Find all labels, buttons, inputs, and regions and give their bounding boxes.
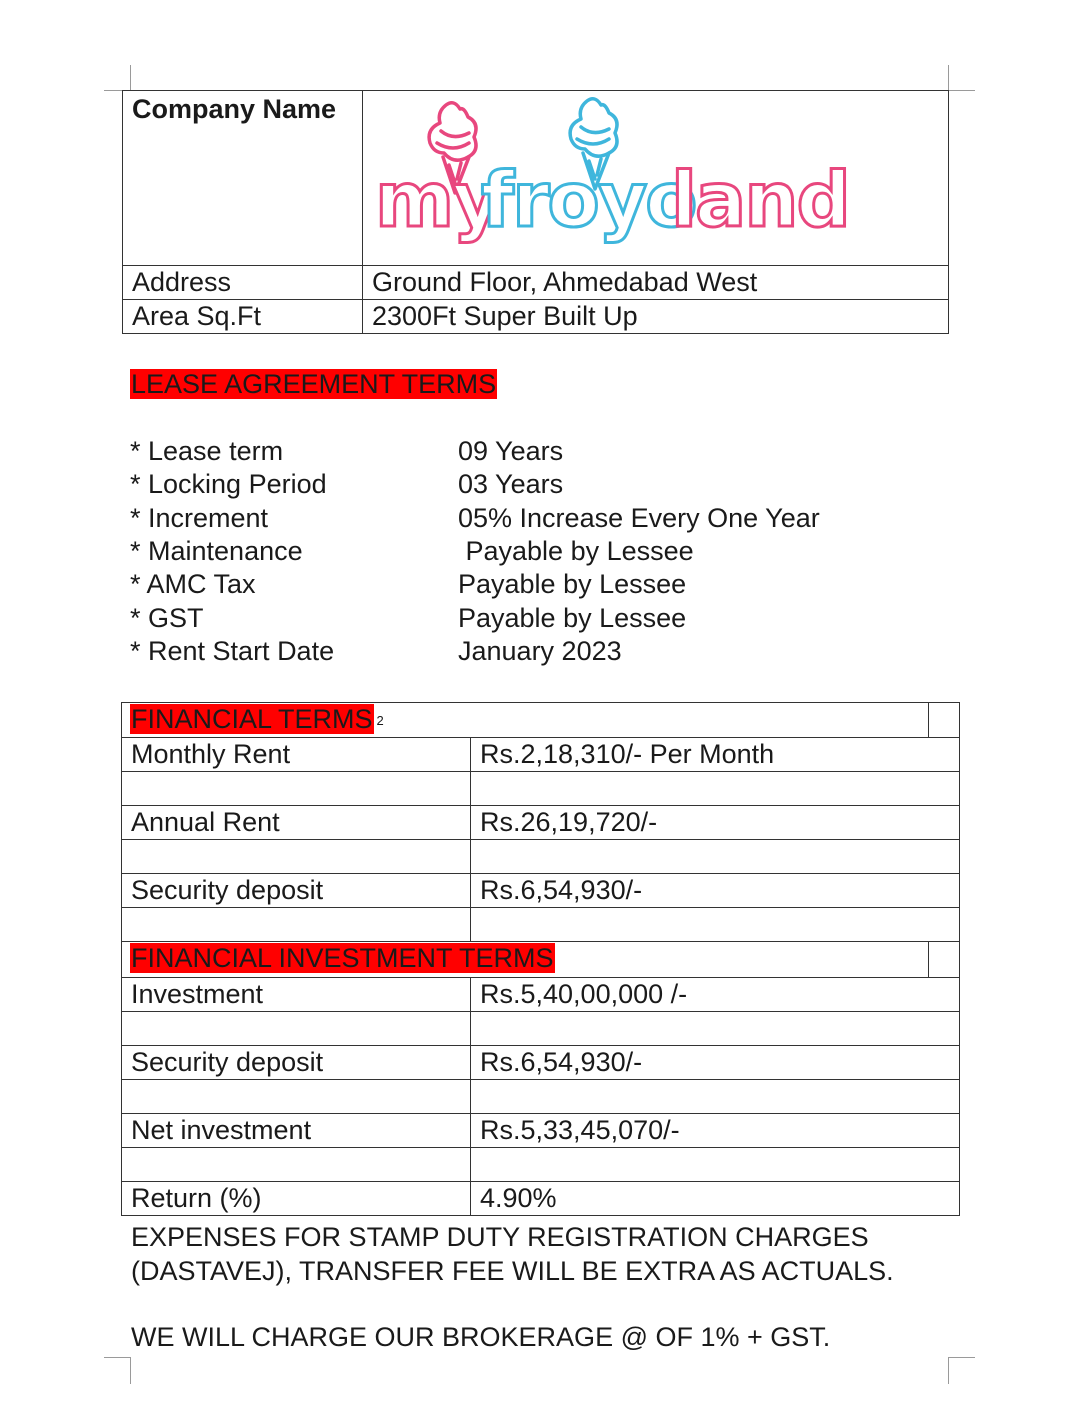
increment-label: * Increment: [130, 503, 269, 533]
increment-value: 05% Increase Every One Year: [458, 503, 820, 533]
amc-tax-value: Payable by Lessee: [458, 569, 687, 599]
spacer-cell: [471, 1147, 960, 1181]
maintenance-label: * Maintenance: [130, 536, 303, 566]
investment-heading: FINANCIAL INVESTMENT TERMS: [131, 942, 554, 973]
locking-period-value: 03 Years: [458, 469, 564, 499]
spacer-cell: [471, 839, 960, 873]
investment-value: Rs.5,40,00,000 /-: [471, 977, 960, 1011]
crop-mark-top-right-h: [948, 90, 975, 91]
spacer-cell: [122, 1147, 471, 1181]
financial-heading-extra-cell: [928, 703, 959, 738]
spacer-cell: [471, 907, 960, 941]
crop-mark-bottom-left-h: [104, 1357, 131, 1358]
froyo-logo-icon: [371, 91, 849, 266]
svg-text:land: land: [671, 155, 849, 244]
crop-mark-bottom-right-v: [948, 1357, 949, 1384]
area-value: 2300Ft Super Built Up: [363, 300, 949, 334]
monthly-rent-label: Monthly Rent: [122, 737, 471, 771]
rent-start-label: * Rent Start Date: [130, 636, 335, 666]
company-logo-cell: [363, 91, 949, 266]
security-deposit-label: Security deposit: [122, 873, 471, 907]
net-investment-value: Rs.5,33,45,070/-: [471, 1113, 960, 1147]
investment-heading-extra-cell: [928, 941, 959, 977]
spacer-cell: [471, 771, 960, 805]
crop-mark-top-left-v: [130, 65, 131, 91]
crop-mark-bottom-left-v: [130, 1357, 131, 1384]
investment-security-deposit-label: Security deposit: [122, 1045, 471, 1079]
spacer-cell: [122, 839, 471, 873]
spacer-cell: [471, 1079, 960, 1113]
company-info-table: [122, 90, 949, 334]
brokerage-note: WE WILL CHARGE OUR BROKERAGE @ OF 1% + GST.: [131, 1322, 831, 1352]
gst-value: Payable by Lessee: [458, 603, 687, 633]
spacer-cell: [122, 1011, 471, 1045]
crop-mark-bottom-right-h: [948, 1357, 975, 1358]
spacer-cell: [122, 771, 471, 805]
company-name-label: Company Name: [123, 91, 363, 266]
expenses-note-line-1: EXPENSES FOR STAMP DUTY REGISTRATION CHARGES: [131, 1222, 869, 1252]
financial-heading-sup: 2: [376, 712, 384, 728]
financial-heading: FINANCIAL TERMS: [131, 704, 373, 734]
lease-heading: LEASE AGREEMENT TERMS: [131, 369, 497, 399]
security-deposit-value: Rs.6,54,930/-: [471, 873, 960, 907]
gst-label: * GST: [130, 603, 204, 633]
lease-term-label: * Lease term: [130, 436, 284, 466]
financial-heading-cell: [122, 703, 929, 738]
investment-heading-cell: [122, 941, 929, 977]
monthly-rent-value: Rs.2,18,310/- Per Month: [471, 737, 960, 771]
maintenance-value: Payable by Lessee: [458, 536, 694, 566]
lease-term-value: 09 Years: [458, 436, 564, 466]
return-value: 4.90%: [471, 1181, 960, 1215]
locking-period-label: * Locking Period: [130, 469, 327, 499]
investment-label: Investment: [122, 977, 471, 1011]
spacer-cell: [471, 1011, 960, 1045]
company-logo: [371, 91, 849, 266]
annual-rent-label: Annual Rent: [122, 805, 471, 839]
svg-text:my: my: [375, 155, 500, 244]
financial-terms-table: [121, 702, 960, 1216]
net-investment-label: Net investment: [122, 1113, 471, 1147]
address-value: Ground Floor, Ahmedabad West: [363, 266, 949, 300]
expenses-note-line-2: (DASTAVEJ), TRANSFER FEE WILL BE EXTRA AS ACTUALS.: [131, 1256, 894, 1286]
svg-text:froyo: froyo: [481, 155, 696, 244]
address-label: Address: [123, 266, 363, 300]
spacer-cell: [122, 907, 471, 941]
amc-tax-label: * AMC Tax: [130, 569, 256, 599]
area-label: Area Sq.Ft: [123, 300, 363, 334]
crop-mark-top-right-v: [948, 65, 949, 91]
rent-start-value: January 2023: [458, 636, 622, 666]
spacer-cell: [122, 1079, 471, 1113]
annual-rent-value: Rs.26,19,720/-: [471, 805, 960, 839]
investment-security-deposit-value: Rs.6,54,930/-: [471, 1045, 960, 1079]
return-label: Return (%): [122, 1181, 471, 1215]
